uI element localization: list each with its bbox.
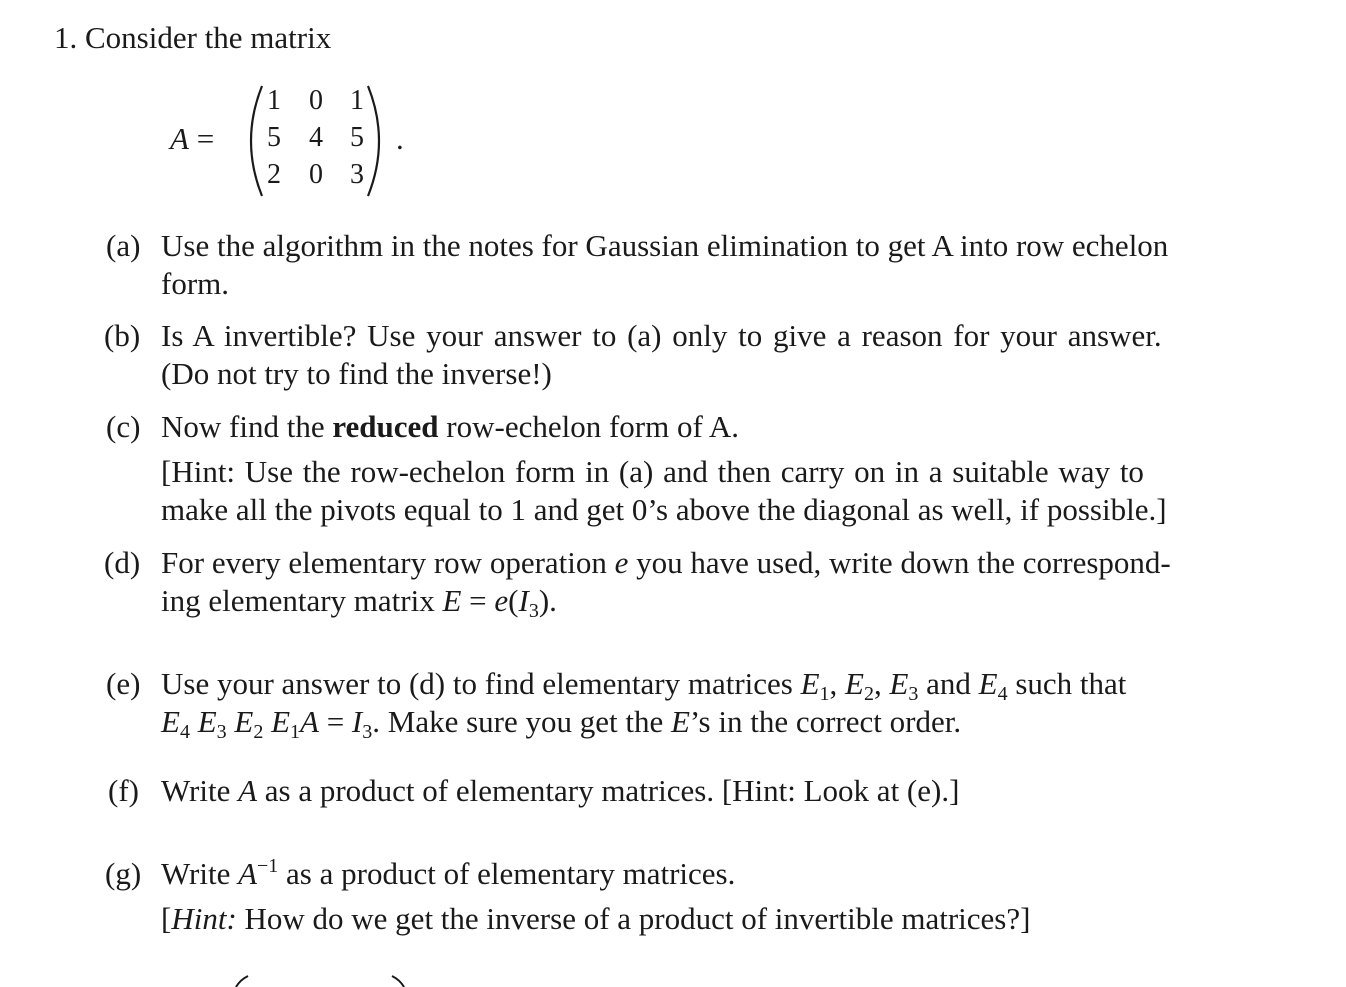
- part-f-pre: Write: [161, 773, 239, 808]
- part-g-post: as a product of elementary matrices.: [278, 856, 736, 891]
- part-e-line2-E3: E: [197, 704, 217, 739]
- matrix-cell: 2: [267, 159, 281, 190]
- part-c-label: (c): [106, 409, 141, 444]
- part-d-end: ).: [538, 583, 557, 618]
- part-e-text-pre: Use your answer to (d) to find elementary matrices: [161, 666, 801, 701]
- problem-number: [54, 19, 331, 57]
- part-e-line2-A: A: [300, 704, 319, 739]
- part-c-hint2: make all the pivots equal to 1 and get 0’s above the diagonal as well, if possible.]: [161, 492, 1167, 527]
- part-a-line2: form.: [161, 266, 230, 301]
- problem-number-label: 1.: [54, 20, 78, 55]
- part-d-equals: =: [461, 583, 495, 618]
- matrix-name: A: [170, 121, 189, 156]
- part-e-line2-Es: E: [670, 704, 690, 739]
- matrix-cell: 5: [267, 122, 281, 153]
- part-e-E4: E: [978, 666, 998, 701]
- matrix-cell: 5: [350, 122, 364, 153]
- matrix-cell: 3: [350, 159, 364, 190]
- part-e-line2-equals: =: [318, 704, 352, 739]
- matrix-cell: 1: [267, 85, 281, 116]
- part-f-var-A: A: [238, 773, 258, 808]
- part-e-line2-sub-4: 4: [179, 721, 190, 743]
- part-e-line2-sub-3: 3: [216, 721, 227, 743]
- part-e-sub-1: 1: [819, 683, 830, 705]
- part-d-line1: [161, 544, 1171, 582]
- part-g-hint-open: [: [161, 901, 172, 936]
- part-d-paren-open: (: [508, 583, 519, 618]
- cutoff-right-paren: [392, 976, 404, 987]
- part-e-sub-3: 3: [908, 683, 919, 705]
- part-e-line2-E1: E: [271, 704, 290, 739]
- matrix-cell: 4: [309, 122, 323, 153]
- matrix-cell: 0: [309, 85, 323, 116]
- part-a-label: (a): [106, 228, 141, 263]
- part-f-line: [161, 772, 959, 810]
- part-a-line1: Use the algorithm in the notes for Gaussian elimination to get A into row echelon: [161, 228, 1169, 263]
- part-d-label: (d): [104, 545, 141, 580]
- part-g-var-A: A: [238, 856, 258, 891]
- part-d-var-e2: e: [494, 583, 509, 618]
- part-e-line2-end: ’s in the correct order.: [689, 704, 962, 739]
- problem-intro: Consider the matrix: [85, 20, 332, 55]
- part-g-hint-rest: How do we get the inverse of a product of invertible matrices?]: [236, 901, 1031, 936]
- part-g-pre: Write: [161, 856, 239, 891]
- part-c-text-post: row-echelon form of A.: [438, 409, 739, 444]
- part-e-E2: E: [845, 666, 864, 701]
- part-c-line1: [161, 408, 739, 446]
- part-e-sub-2: 2: [863, 683, 874, 705]
- matrix-equals: =: [196, 121, 215, 156]
- part-d-var-E: E: [442, 583, 462, 618]
- matrix-cell: 0: [309, 159, 323, 190]
- part-b-label: (b): [104, 318, 141, 353]
- cutoff-matrix-brackets: [0, 970, 420, 987]
- part-c-hint1: [Hint: Use the row-echelon form in (a) and then carry on in a suitable way to: [161, 454, 1144, 489]
- part-e-sub-4: 4: [997, 683, 1008, 705]
- part-g-hint-word: Hint:: [171, 901, 237, 936]
- cutoff-left-paren: [236, 976, 248, 987]
- part-e-line2-E4: E: [161, 704, 180, 739]
- part-c-bold-word: reduced: [332, 409, 439, 444]
- part-e-E1: E: [800, 666, 820, 701]
- part-d-line2: [161, 582, 557, 620]
- part-d-line2-pre: ing elementary matrix: [161, 583, 443, 618]
- part-g-line1: [161, 855, 735, 893]
- part-e-line2-sub-1: 1: [290, 721, 300, 743]
- part-f-label: (f): [108, 773, 139, 808]
- part-d-var-e: e: [614, 545, 629, 580]
- matrix-trailing-period: .: [396, 121, 404, 156]
- part-e-line1: [161, 665, 1126, 703]
- matrix-cell: 1: [350, 85, 364, 116]
- matrix-parentheses: [170, 82, 410, 200]
- part-e-E3: E: [889, 666, 909, 701]
- part-d-text-pre: For every elementary row operation: [161, 545, 615, 580]
- part-d-var-I: I: [518, 583, 529, 618]
- part-f-post: as a product of elementary matrices. [Hint: Look at (e).]: [257, 773, 960, 808]
- part-e-line2-I: I: [351, 704, 363, 739]
- part-e-comma: ,: [829, 666, 846, 701]
- part-b-line2: (Do not try to find the inverse!): [161, 356, 552, 391]
- part-e-label: (e): [106, 666, 141, 701]
- matrix-equation: [170, 82, 410, 200]
- part-e-comma: ,: [873, 666, 890, 701]
- part-e-text-post: such that: [1007, 666, 1127, 701]
- part-c-text-pre: Now find the: [161, 409, 333, 444]
- part-g-label: (g): [105, 856, 142, 891]
- part-e-line2-sub-2: 2: [253, 721, 264, 743]
- part-e-line2-post: . Make sure you get the: [372, 704, 671, 739]
- part-g-hint: [161, 900, 1030, 938]
- part-e-line2: [161, 703, 961, 741]
- part-e-line2-sub-3b: 3: [362, 721, 373, 743]
- part-d-sub-3: 3: [528, 600, 539, 622]
- part-e-line2-E2: E: [234, 704, 254, 739]
- part-g-sup: −1: [257, 855, 279, 877]
- part-d-text-post: you have used, write down the correspond-: [628, 545, 1171, 580]
- part-b-line1: Is A invertible? Use your answer to (a) only to give a reason for your answer.: [161, 318, 1162, 353]
- part-e-and: and: [918, 666, 979, 701]
